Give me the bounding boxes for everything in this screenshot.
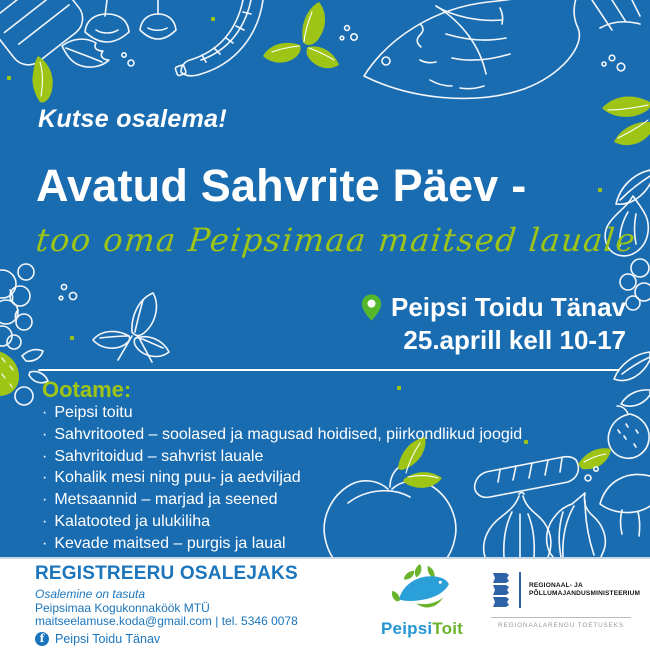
bullet: · <box>42 425 48 443</box>
logo-part1: Peipsi <box>381 619 433 638</box>
strawberry-icon <box>608 406 649 458</box>
cauliflower-icon <box>0 264 34 349</box>
banana-icon <box>175 0 263 76</box>
ministry-divider <box>519 572 521 608</box>
bullet: · <box>42 469 48 487</box>
fig-icon <box>547 493 606 557</box>
list-item-text: Kohalik mesi ning puu- ja aedviljad <box>54 469 301 487</box>
ministry-logo <box>491 572 641 629</box>
basil-icon <box>602 96 650 145</box>
peipsitoit-wordmark <box>370 619 474 639</box>
registration-block <box>35 561 298 646</box>
location-pin-icon <box>361 293 382 322</box>
bullet: · <box>42 447 48 465</box>
tagline-script: too oma Peipsimaa maitsed lauale <box>34 221 639 259</box>
poster-title: Avatud Sahvrite Päev - <box>36 160 527 211</box>
list-item <box>42 533 522 555</box>
list-item-text: Kalatooted ja ulukiliha <box>54 512 210 530</box>
ministry-name <box>529 582 640 598</box>
event-location: Peipsi Toidu Tänav <box>390 292 626 322</box>
ministry-line1: REGIONAAL- JA <box>529 582 583 589</box>
ministry-line2: PÕLLUMAJANDUSMINISTEERIUM <box>529 590 641 597</box>
expect-list <box>42 402 522 555</box>
estonia-lions-icon <box>491 572 511 608</box>
facebook-icon: f <box>35 632 49 646</box>
list-item <box>42 402 522 424</box>
bubbles-icon <box>602 55 625 71</box>
leaf-icon <box>62 39 109 67</box>
bubbles-icon <box>122 53 134 66</box>
bullet: · <box>42 534 48 552</box>
bubbles-icon <box>59 284 76 299</box>
poster-footer <box>0 557 650 649</box>
spoons-icon <box>85 0 176 42</box>
ministry-subtext: REGIONAALARENGU TOETUSEKS <box>491 617 631 629</box>
mushroom-icon <box>585 467 650 536</box>
logo-part2: Toit <box>432 619 463 638</box>
facebook-link[interactable] <box>35 632 298 646</box>
bubbles-icon <box>340 26 357 41</box>
list-item <box>42 424 522 446</box>
free-note: Osalemine on tasuta <box>35 587 146 601</box>
list-item <box>42 446 522 468</box>
list-item <box>42 489 522 511</box>
jar-icon <box>0 0 90 72</box>
basil-icon <box>263 2 339 68</box>
event-details <box>361 291 626 357</box>
leaf-icon <box>32 56 52 102</box>
peipsitoit-logo <box>370 563 474 639</box>
list-item-text: Sahvritoidud – sahvrist lauale <box>54 447 264 465</box>
peipsitoit-fish-icon <box>390 563 454 613</box>
leaf-icon <box>614 352 650 406</box>
facebook-page-name: Peipsi Toidu Tänav <box>55 631 161 646</box>
leaf-icon <box>616 170 650 204</box>
list-item-text: Metsaannid – marjad ja seened <box>54 491 278 509</box>
bullet: · <box>42 404 48 421</box>
register-heading: REGISTREERU OSALEJAKS <box>35 563 298 584</box>
section-divider <box>38 369 620 371</box>
expect-heading: Ootame: <box>42 377 132 402</box>
invite-text: Kutse osalema! <box>38 105 227 133</box>
strawberry-icon <box>0 350 48 405</box>
basil-icon <box>93 293 169 362</box>
organizer-name: Peipsimaa Kogukonnaköök MTÜ <box>35 600 210 615</box>
bullet: · <box>42 512 48 530</box>
fish-icon <box>364 0 582 98</box>
list-item-text: Peipsi toitu <box>54 404 133 421</box>
event-datetime: 25.aprill kell 10-17 <box>403 325 626 355</box>
contact-line: maitseelamuse.koda@gmail.com | tel. 5346 0078 <box>35 614 298 628</box>
whisk-icon <box>592 0 640 30</box>
list-item <box>42 511 522 533</box>
bullet: · <box>42 491 48 509</box>
list-item-text: Kevade maitsed – purgis ja laual <box>54 534 286 552</box>
list-item-text: Sahvritooted – soolased ja magusad hoidised, piirkondlikud joogid <box>54 425 523 443</box>
list-item <box>42 467 522 489</box>
